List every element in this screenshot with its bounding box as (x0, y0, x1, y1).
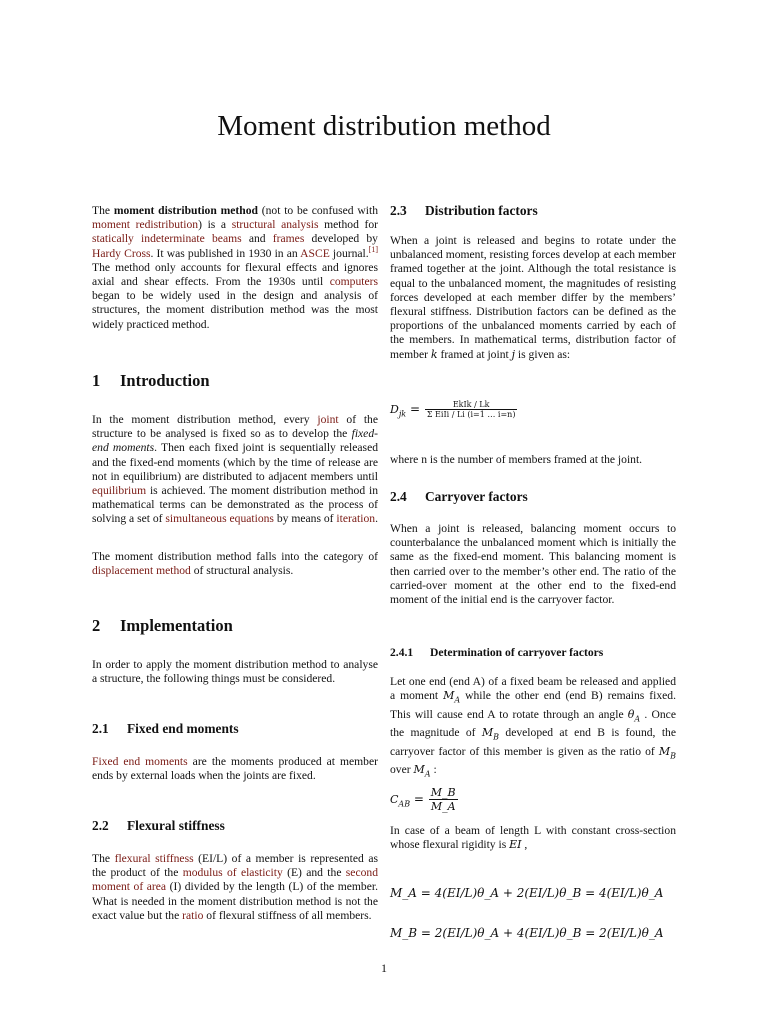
moment-equation-a: M_A = 4(EI/L)θ_A + 2(EI/L)θ_B = 4(EI/L)θ_A (390, 886, 664, 900)
section-2-4-heading: 2.4 Carryover factors (390, 489, 528, 504)
link-frames[interactable]: frames (272, 232, 305, 246)
link-statically-indeterminate[interactable]: statically indeterminate beams (92, 232, 242, 246)
section-2-4-1-heading: 2.4.1 Determination of carryover factors (390, 646, 604, 659)
introduction-paragraph-1: In the moment distribution method, every joint of the structure to be analysed is fixed so as to develop the fixed-end moments. Then each fixed joint is sequentially released and the fixed-end moments (which by the time of release are not in equilibrium) are distributed to adjacent members until equilibrium is achieved. The moment distribution method in mathematical terms can be demonstrated as the process of solving a set of simultaneous equations by means of iteration. (92, 413, 379, 526)
link-displacement-method[interactable]: displacement method (92, 564, 191, 578)
introduction-paragraph-2: The moment distribution method falls into the category of displacement method of structural analysis. (92, 550, 378, 578)
carryover-fraction: $\frac{M\_B}{M\_A}$ (430, 786, 456, 813)
fixed-end-moments-paragraph: Fixed end moments are the moments produced at member ends by external loads when the joints are fixed. (92, 755, 378, 783)
link-fixed-end-moments[interactable]: Fixed end moments (92, 755, 188, 768)
page-title: Moment distribution method (217, 110, 551, 142)
distribution-factors-paragraph: When a joint is released and begins to rotate under the unbalanced moment, resisting forces develop at each member framed together at the joint. Although the total resistance is equal to the unbalanced moment, the magnitudes of resisting forces developed at each member differ by the members’ flexural stiffness. Distribution factors can be defined as the proportions of the unbalanced moments carried by each of the members. In mathematical terms, distribution factor of member k framed at joint j is given as: (390, 234, 676, 361)
section-2-heading: 2 Implementation (92, 616, 233, 635)
section-2-2-heading: 2.2 Flexural stiffness (92, 818, 225, 833)
flexural-stiffness-paragraph: The flexural stiffness (EI/L) of a member is represented as the product of the modulus of elasticity (E) and the second moment of area (I) divided by the length (L) of the member. What is needed in the moment distribution method is not the exact value but the ratio of flexural stiffness of all members. (92, 852, 378, 922)
link-iteration[interactable]: iteration (336, 512, 376, 526)
link-hardy-cross[interactable]: Hardy Cross (92, 246, 151, 260)
beam-rigidity-paragraph: In case of a beam of length L with constant cross-section whose flexural rigidity is EI , (390, 824, 676, 852)
link-equilibrium[interactable]: equilibrium (92, 484, 147, 498)
carryover-factors-paragraph: When a joint is released, balancing moment occurs to counterbalance the unbalanced moment which is initially the same as the fixed-end moment. This balancing moment is then carried over to the member’s other end. The ratio of the carried-over moment at the other end to the fixed-end moment of the initial end is the carryover factor. (390, 522, 676, 607)
link-asce[interactable]: ASCE (300, 246, 330, 260)
section-2-3-heading: 2.3 Distribution factors (390, 203, 538, 218)
determination-paragraph: Let one end (end A) of a fixed beam be released and applied a moment $M_A$ while the other end (end B) remains fixed. This will cause end A to rotate through an angle $\theta_A$ . Once the magnitude of $M_B$ developed at end B is found, the carryover factor of this member is given as the ratio of $M_B$ over $M_A$ : (390, 675, 676, 779)
distribution-factor-equation: $D_{jk}$ = $\frac{\text{EkIk / Lk}}{\text{Σ EiIi / Li (i=1 … i=n)}}$ (390, 400, 516, 419)
link-ratio[interactable]: ratio (182, 908, 204, 922)
carryover-equation: $C_{AB}$ = $\frac{M\_B}{M\_A}$ (390, 786, 456, 813)
page-number: 1 (381, 961, 387, 975)
moment-equation-b: M_B = 2(EI/L)θ_A + 4(EI/L)θ_B = 2(EI/L)θ_A (390, 926, 664, 940)
link-modulus-of-elasticity[interactable]: modulus of elasticity (182, 866, 283, 880)
link-simultaneous-equations[interactable]: simultaneous equations (165, 512, 274, 526)
implementation-paragraph: In order to apply the moment distribution method to analyse a structure, the following things must be considered. (92, 658, 378, 686)
citation-1[interactable]: [1] (368, 244, 378, 254)
distribution-factors-note: where n is the number of members framed at the joint. (390, 453, 643, 466)
link-structural-analysis[interactable]: structural analysis (231, 218, 319, 232)
link-computers[interactable]: computers (329, 275, 378, 289)
link-joint[interactable]: joint (317, 413, 339, 426)
link-moment-redistribution[interactable]: moment redistribution (92, 218, 199, 232)
section-1-heading: 1 Introduction (92, 371, 210, 390)
link-second-moment-of-area[interactable]: second moment of area (92, 866, 378, 894)
section-2-1-heading: 2.1 Fixed end moments (92, 721, 239, 736)
link-flexural-stiffness[interactable]: flexural stiffness (114, 852, 194, 865)
intro-paragraph: The moment distribution method (not to be confused with moment redistribution) is a structural analysis method for statically indeterminate beams and frames developed by Hardy Cross. It was published in 1930 in an ASCE journal.[1] The method only accounts for flexural effects and ignores axial and shear effects. From the 1930s until computers began to be widely used in the design and analysis of structures, the moment distribution method was the most widely practiced method. (92, 204, 379, 331)
distribution-factor-fraction: $\frac{\text{EkIk / Lk}}{\text{Σ EiIi / Li (i=1 … i=n)}}$ (426, 400, 516, 419)
